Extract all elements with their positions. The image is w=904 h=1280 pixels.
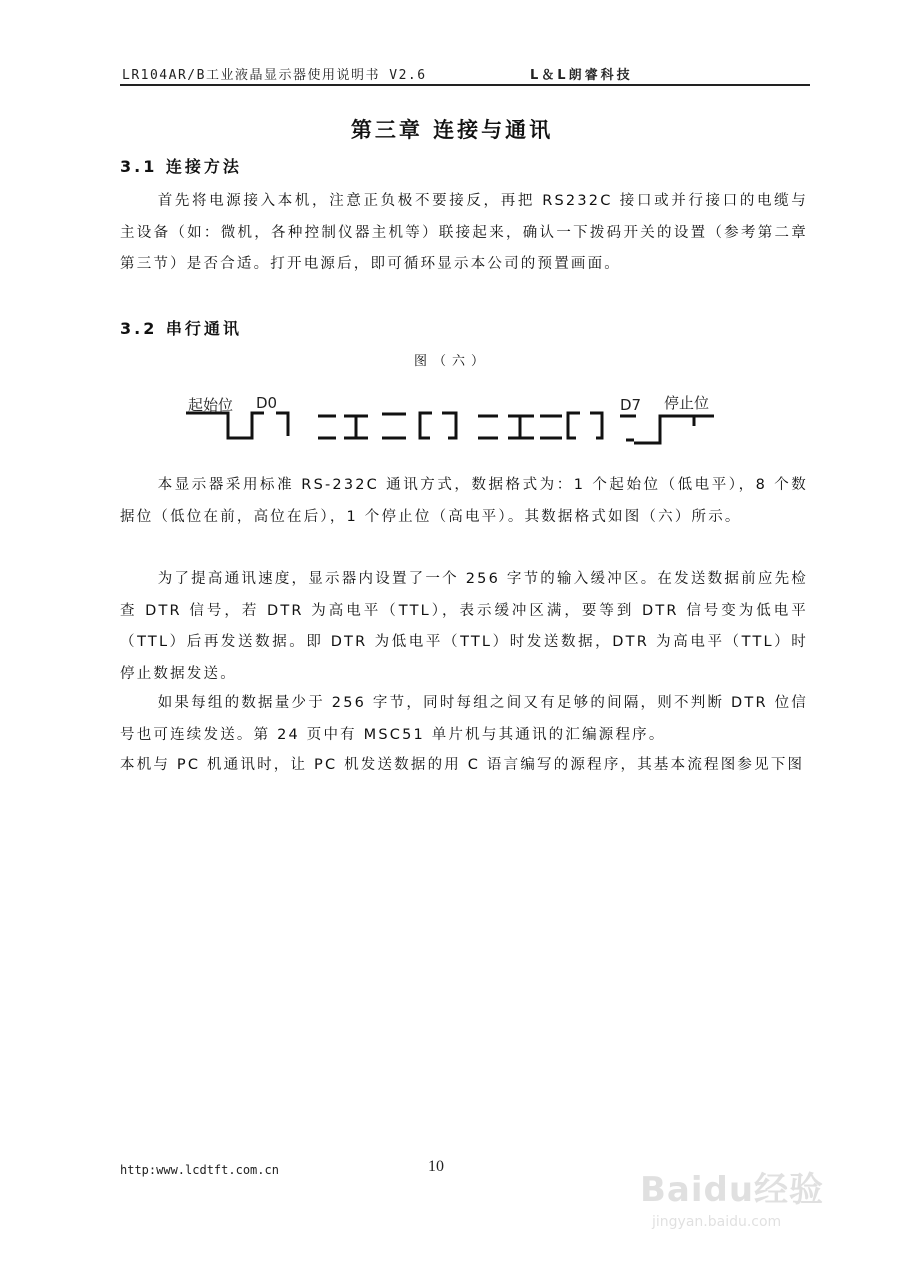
paragraph-dtr-signal: 为了提高通讯速度，显示器内设置了一个 256 字节的输入缓冲区。在发送数据前应先检查 DTR 信号，若 DTR 为高电平（TTL），表示缓冲区满，要等到 DTR 信号变为低电平（TTL）后再发送数据。即 DTR 为低电平（TTL）时发送数据，DTR 为高电平（TTL）时停止数据发送。 (120, 571, 808, 682)
paragraph-pc-communication: 本机与 PC 机通讯时，让 PC 机发送数据的用 C 语言编写的源程序，其基本流程图参见下图 (120, 757, 805, 773)
chapter-title: 第三章 连接与通讯 (350, 118, 554, 142)
paragraph-data-format: 本显示器采用标准 RS-232C 通讯方式，数据格式为：1 个起始位（低电平），8 个数据位（低位在前，高位在后），1 个停止位（高电平）。其数据格式如图（六）所示。 (120, 477, 808, 525)
watermark-url: jingyan.baidu.com (652, 1214, 782, 1230)
section-heading-serial: 3.2 串行通讯 (120, 319, 242, 338)
baidu-watermark (640, 1150, 850, 1250)
header-document-title: LR104AR/B工业液晶显示器使用说明书 V2.6 (122, 68, 427, 83)
page-number: 10 (428, 1158, 444, 1175)
header-company-name: L＆L朗睿科技 (530, 68, 633, 83)
section-heading-connection: 3.1 连接方法 (120, 157, 242, 176)
timing-waveform (186, 413, 714, 443)
timing-label-d0: D0 (256, 394, 278, 412)
timing-label-stop-bit: 停止位 (664, 394, 710, 412)
figure-caption: 图（六） (413, 354, 490, 369)
timing-label-d7: D7 (620, 396, 642, 414)
timing-label-start-bit: 起始位 (188, 396, 234, 414)
watermark-logo: Baidu经验 (640, 1170, 825, 1210)
header-divider (120, 84, 810, 86)
paragraph-continuous-send: 如果每组的数据量少于 256 字节，同时每组之间又有足够的间隔，则不判断 DTR 位信号也可连续发送。第 24 页中有 MSC51 单片机与其通讯的汇编源程序。 (120, 695, 808, 743)
footer-website-url: http:www.lcdtft.com.cn (120, 1163, 279, 1177)
paragraph-connection-method: 首先将电源接入本机，注意正负极不要接反，再把 RS232C 接口或并行接口的电缆与主设备（如：微机，各种控制仪器主机等）联接起来，确认一下拨码开关的设置（参考第二章第三节）是否合适。打开电源后，即可循环显示本公司的预置画面。 (120, 193, 808, 272)
serial-timing-diagram (180, 388, 740, 448)
